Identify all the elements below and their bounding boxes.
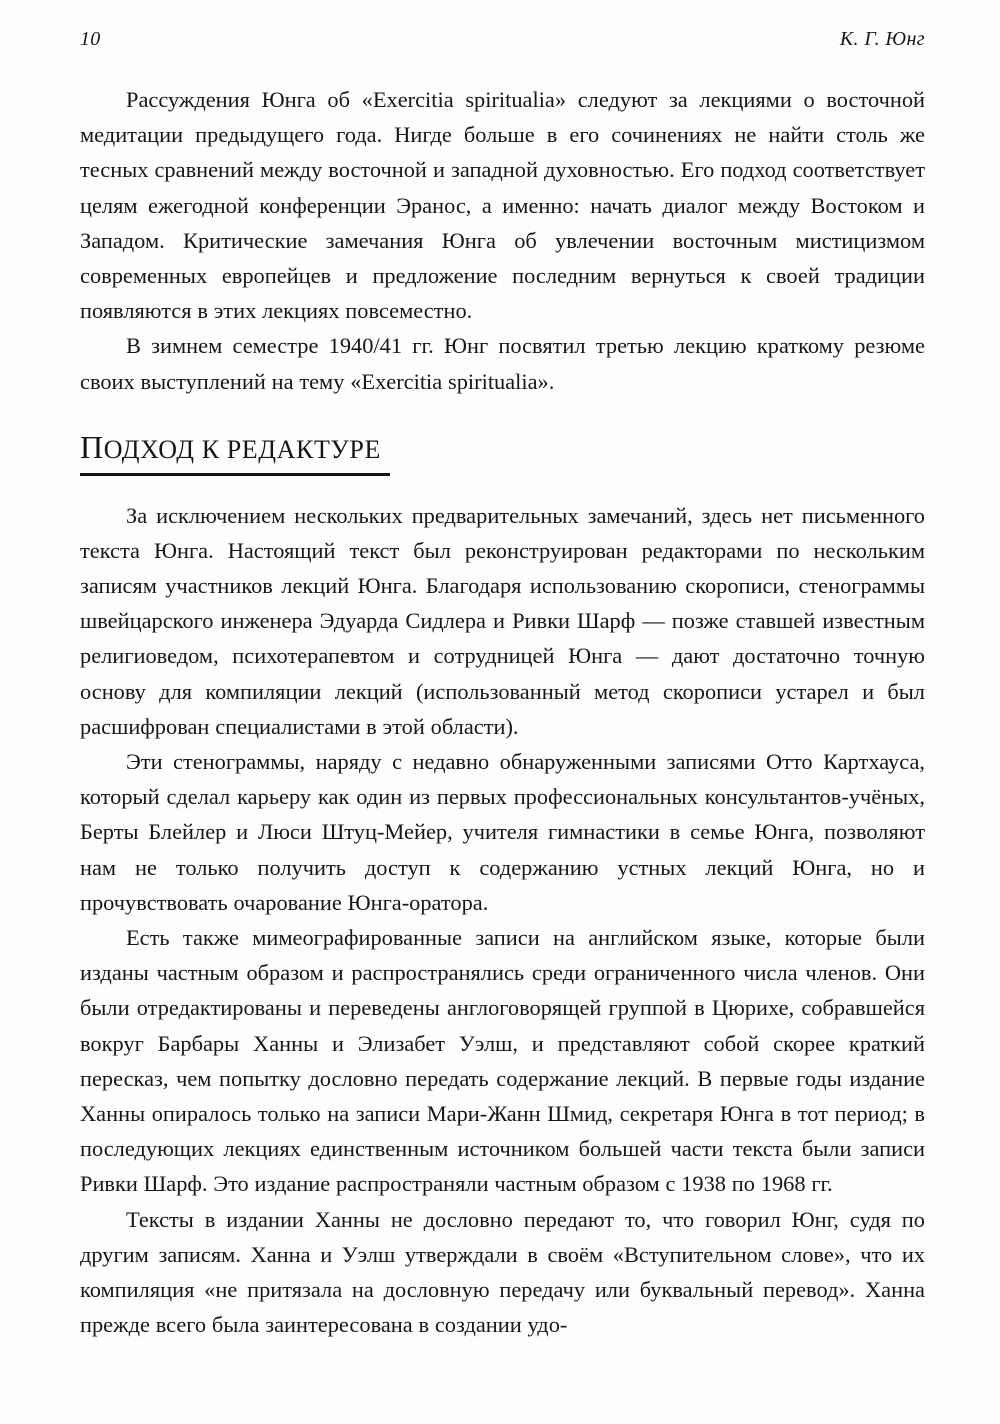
running-header xyxy=(80,28,925,58)
page-number: 10 xyxy=(80,28,101,50)
text-block xyxy=(80,82,925,1343)
section-heading-initial: П xyxy=(80,428,104,465)
paragraph: За исключением нескольких предварительных замечаний, здесь нет письменного текста Юнга. Настоящий текст был реконструирован редакторами по нескольким записям участников лекций Юнга. Благодаря использованию скорописи, стенограммы швейцарского инженера Эдуарда Сидлера и Ривки Шарф — позже ставшей известным религиоведом, психотерапевтом и сотрудницей Юнга — дают достаточно точную основу для компиляции лекций (использованный метод скорописи устарел и был расшифрован специалистами в этой области). xyxy=(80,502,925,739)
running-author: К. Г. Юнг xyxy=(839,28,925,50)
section-heading-remainder: К РЕДАКТУРЕ xyxy=(194,434,381,464)
section-heading-word-rest: ОДХОД xyxy=(103,434,195,464)
section-heading-container xyxy=(80,429,390,476)
paragraph: Эти стенограммы, наряду с недавно обнаруженными записями Отто Картхауса, который сделал карьеру как один из первых профессиональных консультантов-учёных, Берты Блейлер и Люси Штуц-Мейер, учителя гимнастики в семье Юнга, позволяют нам не только получить доступ к содержанию устных лекций Юнга, но и прочувствовать очарование Юнга-оратора. xyxy=(80,749,925,915)
section-heading xyxy=(80,429,390,476)
paragraph: Тексты в издании Ханны не дословно передают то, что говорил Юнг, судя по другим записям. Ханна и Уэлш утверждали в своём «Вступительном слове», что их компиляция «не притязала на дословную передачу или буквальный перевод». Ханна прежде всего была заинтересована в создании удо- xyxy=(80,1206,925,1338)
paragraph: В зимнем семестре 1940/41 гг. Юнг посвятил третью лекцию краткому резюме своих выступлений на тему «Exercitia spiritualia». xyxy=(80,333,925,394)
paragraph: Есть также мимеографированные записи на английском языке, которые были изданы частным образом и распространялись среди ограниченного числа членов. Они были отредактированы и переведены англоговорящей группой в Цюрихе, собравшейся вокруг Барбары Ханны и Элизабет Уэлш, и представляют собой скорее краткий пересказ, чем попытку дословно передать содержание лекций. В первые годы издание Ханны опиралось только на записи Мари-Жанн Шмид, секретаря Юнга в тот период; в последующих лекциях единственным источником большей части текста были записи Ривки Шарф. Это издание распространяли частным образом с 1938 по 1968 гг. xyxy=(80,925,925,1197)
paragraph: Рассуждения Юнга об «Exercitia spiritualia» следуют за лекциями о восточной медитации предыдущего года. Нигде больше в его сочинениях не найти столь же тесных сравнений между восточной и западной духовностью. Его подход соответствует целям ежегодной конференции Эранос, а именно: начать диалог между Востоком и Западом. Критические замечания Юнга об увлечении восточным мистицизмом современных европейцев и предложение последним вернуться к своей традиции появляются в этих лекциях повсеместно. xyxy=(80,87,925,324)
